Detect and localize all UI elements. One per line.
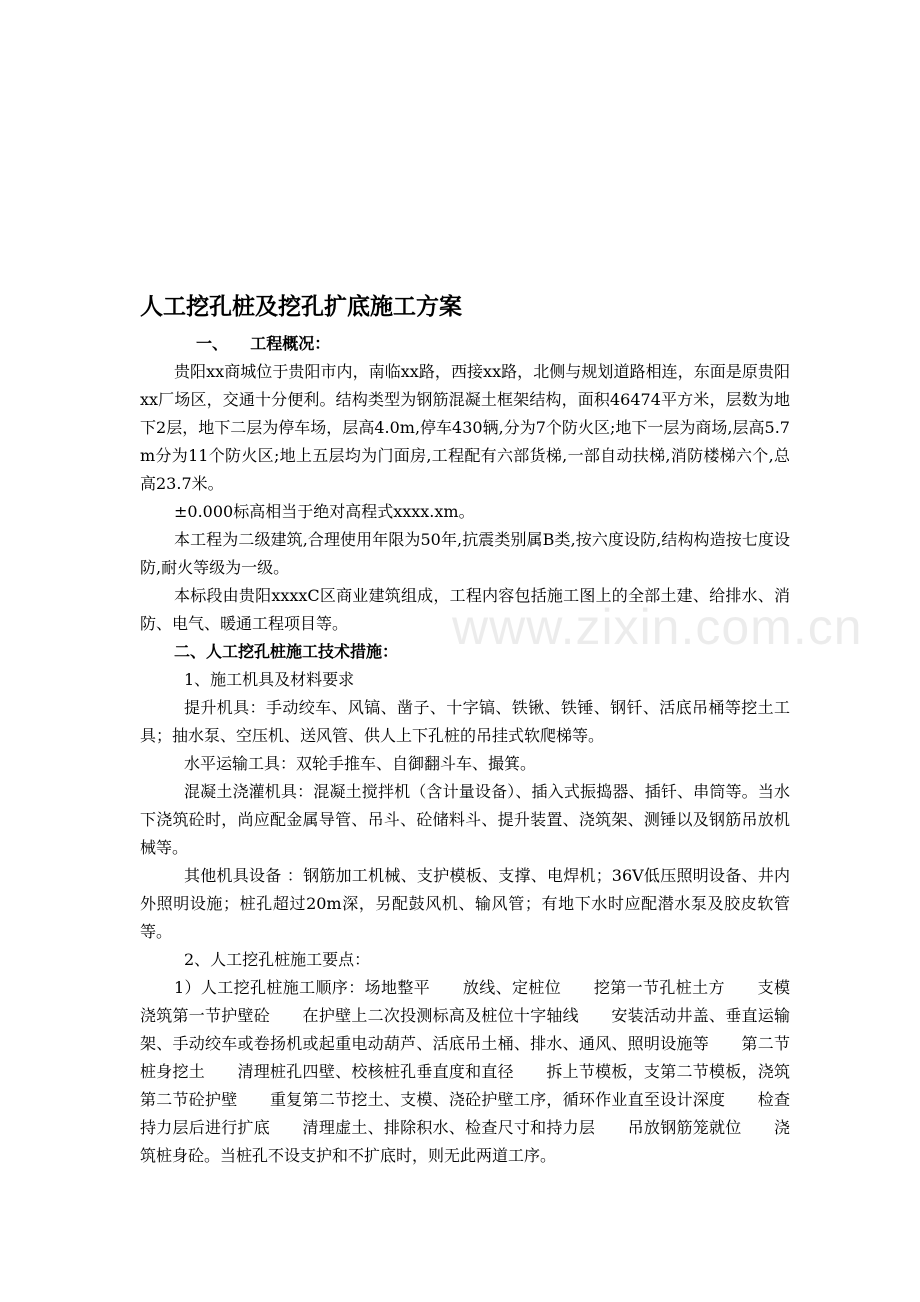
subsection-1-heading: 1、施工机具及材料要求 [184,670,355,689]
paragraph-concrete-tools: 混凝土浇灌机具：混凝土搅拌机（含计量设备）、插入式振捣器、插钎、串筒等。当水下浇筑砼时，尚应配金属导管、吊斗、砼储料斗、提升装置、浇筑架、测锤以及钢筋吊放机械等。 [140,782,790,857]
paragraph-lifting-tools: 提升机具：手动绞车、风镐、凿子、十字镐、铁锹、铁锤、钢钎、活底吊桶等挖土工具；抽水泵、空压机、送风管、供人上下孔桩的吊挂式软爬梯等。 [140,698,790,745]
section-2-heading: 二、人工挖孔桩施工技术措施： [174,642,399,661]
document-body [140,330,790,1170]
paragraph-procedure: 1）人工挖孔桩施工顺序：场地整平 放线、定桩位 挖第一节孔桩土方 支模浇筑第一节护壁砼 在护壁上二次投测标高及桩位十字轴线 安装活动井盖、垂直运输架、手动绞车或卷扬机或起重电动葫芦、活底吊土桶、排水、通风、照明设施等 第二节桩身挖土 清理桩孔四壁、校核桩孔垂直度和直径 拆上节模板，支第二节模板，浇筑第二节砼护壁 重复第二节挖土、支模、浇砼护壁工序，循环作业直至设计深度 检查持力层后进行扩底 清理虚土、排除积水、检查尺寸和持力层 吊放钢筋笼就位 浇筑桩身砼。当桩孔不设支护和不扩底时，则无此两道工序。 [140,978,790,1165]
document-title: 人工挖孔桩及挖孔扩底施工方案 [140,293,462,320]
paragraph-scope: 本标段由贵阳xxxxC区商业建筑组成，工程内容包括施工图上的全部土建、给排水、消防、电气、暖通工程项目等。 [140,586,790,633]
subsection-2-heading: 2、人工挖孔桩施工要点： [184,950,371,969]
paragraph-transport-tools: 水平运输工具：双轮手推车、自御翻斗车、撮箕。 [184,754,537,773]
paragraph-building-grade: 本工程为二级建筑,合理使用年限为50年,抗震类别属B类,按六度设防,结构构造按七度设防,耐火等级为一级。 [140,530,790,577]
paragraph-elevation: ±0.000标高相当于绝对高程式xxxx.xm。 [174,502,475,521]
section-1-heading: 一、 工程概况： [196,334,331,353]
watermark: www.zixin.com.cn [452,599,863,655]
paragraph-project-overview: 贵阳xx商城位于贵阳市内，南临xx路，西接xx路，北侧与规划道路相连，东面是原贵阳xx厂场区，交通十分便利。结构类型为钢筋混凝土框架结构，面积46474平方米，层数为地下2层，地下二层为停车场，层高4.0m,停车430辆,分为7个防火区;地下一层为商场,层高5.7m分为11个防火区;地上五层均为门面房,工程配有六部货梯,一部自动扶梯,消防楼梯六个,总高23.7米。 [140,362,790,493]
paragraph-other-equipment: 其他机具设备 ：钢筋加工机械、支护模板、支撑、电焊机；36V低压照明设备、井内外照明设施；桩孔超过20m深，另配鼓风机、输风管；有地下水时应配潜水泵及胶皮软管等。 [140,866,790,941]
